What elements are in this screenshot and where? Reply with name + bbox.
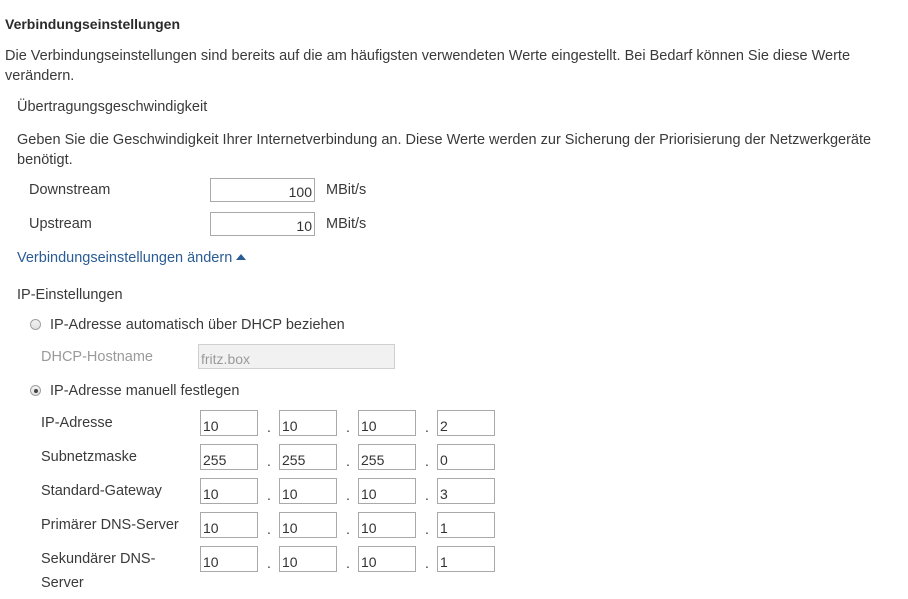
gateway-octet-3[interactable] [358,478,416,504]
hostname-input[interactable] [198,344,395,369]
octet-separator: . [267,555,271,571]
secondary-dns-label-line2: Server [41,575,84,591]
speed-description: Geben Sie die Geschwindigkeit Ihrer Internetverbindung an. Diese Werte werden zur Sicherung der Priorisierung der Netzwerkgeräte benötigt. [17,132,872,168]
secondary-dns-octet-3[interactable] [358,546,416,572]
secondary-dns-octet-4[interactable] [437,546,495,572]
downstream-label: Downstream [29,182,111,198]
manual-ip-radio[interactable] [30,385,41,396]
upstream-unit: MBit/s [326,216,367,232]
octet-separator: . [267,521,271,537]
octet-separator: . [267,453,271,469]
manual-ip-radio-label: IP-Adresse manuell festlegen [50,383,240,399]
octet-separator: . [346,419,350,435]
octet-separator: . [425,453,429,469]
dhcp-radio[interactable] [30,319,41,330]
primary-dns-label: Primärer DNS-Server [41,517,179,533]
primary-dns-octet-3[interactable] [358,512,416,538]
octet-separator: . [346,487,350,503]
downstream-input[interactable] [210,178,315,202]
toggle-settings-link[interactable] [17,250,246,266]
ip-address-octet-1[interactable] [200,410,258,436]
speed-heading: Übertragungsgeschwindigkeit [17,99,208,115]
octet-separator: . [346,453,350,469]
ip-heading: IP-Einstellungen [17,287,123,303]
octet-separator: . [346,521,350,537]
subnet-mask-octet-3[interactable] [358,444,416,470]
downstream-unit: MBit/s [326,182,367,198]
subnet-mask-octet-4[interactable] [437,444,495,470]
dhcp-radio-label: IP-Adresse automatisch über DHCP beziehen [50,317,345,333]
subnet-mask-octet-1[interactable] [200,444,258,470]
hostname-label: DHCP-Hostname [41,349,153,365]
toggle-settings-label: Verbindungseinstellungen ändern [17,250,233,266]
collapse-arrow-icon [236,254,246,260]
gateway-octet-2[interactable] [279,478,337,504]
subnet-mask-label: Subnetzmaske [41,449,137,465]
octet-separator: . [267,487,271,503]
primary-dns-octet-1[interactable] [200,512,258,538]
upstream-label: Upstream [29,216,92,232]
upstream-input[interactable] [210,212,315,236]
gateway-octet-1[interactable] [200,478,258,504]
ip-address-octet-4[interactable] [437,410,495,436]
octet-separator: . [425,487,429,503]
primary-dns-octet-2[interactable] [279,512,337,538]
octet-separator: . [425,555,429,571]
octet-separator: . [346,555,350,571]
gateway-label: Standard-Gateway [41,483,162,499]
ip-address-octet-2[interactable] [279,410,337,436]
ip-address-octet-3[interactable] [358,410,416,436]
secondary-dns-octet-1[interactable] [200,546,258,572]
octet-separator: . [425,419,429,435]
primary-dns-octet-4[interactable] [437,512,495,538]
subnet-mask-octet-2[interactable] [279,444,337,470]
gateway-octet-4[interactable] [437,478,495,504]
secondary-dns-octet-2[interactable] [279,546,337,572]
ip-address-label: IP-Adresse [41,415,113,431]
secondary-dns-label-line1: Sekundärer DNS- [41,551,156,567]
page-title: Verbindungseinstellungen [5,16,181,32]
intro-text: Die Verbindungseinstellungen sind bereits auf die am häufigsten verwendeten Werte eingestellt. Bei Bedarf können Sie diese Werte verändern. [5,48,851,84]
octet-separator: . [425,521,429,537]
octet-separator: . [267,419,271,435]
